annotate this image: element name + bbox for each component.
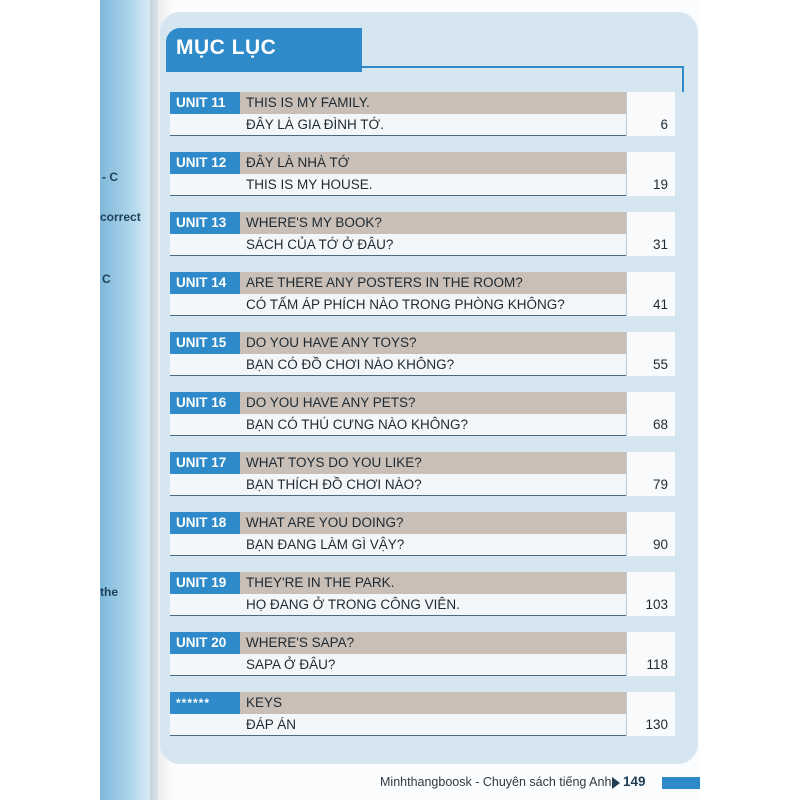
list-item — [170, 272, 676, 316]
row-divider — [170, 135, 626, 136]
row-band — [170, 114, 240, 136]
unit-title-line-1: WHERE'S SAPA? — [246, 635, 355, 650]
row-band — [170, 654, 240, 676]
row-band — [240, 692, 626, 714]
row-band — [170, 174, 240, 196]
list-item — [170, 692, 676, 736]
unit-title-line-2: SAPA Ở ĐÂU? — [246, 657, 336, 672]
row-divider — [170, 255, 626, 256]
footer-accent-bar — [662, 777, 700, 789]
unit-title-line-1: THIS IS MY FAMILY. — [246, 95, 370, 110]
unit-title-line-2: BẠN THÍCH ĐỒ CHƠI NÀO? — [246, 477, 422, 492]
unit-label: UNIT 12 — [170, 152, 240, 174]
row-band — [170, 474, 240, 496]
unit-title-line-2: BẠN ĐANG LÀM GÌ VẬY? — [246, 537, 405, 552]
row-divider — [170, 615, 626, 616]
left-page-fragment: the — [100, 585, 118, 599]
unit-title-line-1: WHAT ARE YOU DOING? — [246, 515, 404, 530]
row-divider — [170, 195, 626, 196]
unit-label: UNIT 19 — [170, 572, 240, 594]
unit-label: ****** — [170, 692, 240, 714]
row-band — [170, 414, 240, 436]
left-page-fragment: correct — [100, 210, 141, 224]
row-band — [170, 234, 240, 256]
play-arrow-icon — [612, 777, 620, 789]
unit-title-line-2: BẠN CÓ THÚ CƯNG NÀO KHÔNG? — [246, 417, 469, 432]
left-page-fragment: C — [102, 272, 111, 286]
list-item — [170, 632, 676, 676]
list-item — [170, 452, 676, 496]
list-item — [170, 512, 676, 556]
row-band — [240, 714, 626, 736]
row-divider — [170, 675, 626, 676]
unit-page-number: 68 — [652, 417, 668, 432]
unit-title-line-1: DO YOU HAVE ANY TOYS? — [246, 335, 417, 350]
unit-page-number: 31 — [652, 237, 668, 252]
title-rule — [362, 66, 684, 68]
row-band — [170, 534, 240, 556]
unit-title-line-2: ĐÁP ÁN — [246, 717, 297, 732]
unit-label: UNIT 16 — [170, 392, 240, 414]
unit-label: UNIT 13 — [170, 212, 240, 234]
title-rule-vertical — [682, 66, 684, 92]
unit-title-line-1: WHAT TOYS DO YOU LIKE? — [246, 455, 422, 470]
row-divider — [170, 735, 626, 736]
unit-title-line-2: CÓ TẤM ÁP PHÍCH NÀO TRONG PHÒNG KHÔNG? — [246, 297, 565, 312]
unit-title-line-2: BẠN CÓ ĐỒ CHƠI NÀO KHÔNG? — [246, 357, 455, 372]
unit-label: UNIT 20 — [170, 632, 240, 654]
row-band — [170, 354, 240, 376]
unit-page-number: 90 — [652, 537, 668, 552]
list-item — [170, 572, 676, 616]
list-item — [170, 152, 676, 196]
unit-title-line-2: THIS IS MY HOUSE. — [246, 177, 373, 192]
unit-title-line-2: SÁCH CỦA TỚ Ở ĐÂU? — [246, 237, 394, 252]
list-item — [170, 332, 676, 376]
unit-label: UNIT 11 — [170, 92, 240, 114]
footer-page-number: 149 — [623, 774, 646, 789]
unit-label: UNIT 17 — [170, 452, 240, 474]
row-divider — [170, 555, 626, 556]
list-item — [170, 212, 676, 256]
unit-title-line-1: DO YOU HAVE ANY PETS? — [246, 395, 416, 410]
list-item — [170, 92, 676, 136]
unit-page-number: 79 — [652, 477, 668, 492]
row-divider — [170, 375, 626, 376]
unit-title-line-1: ĐÂY LÀ NHÀ TỚ — [246, 155, 350, 170]
unit-label: UNIT 15 — [170, 332, 240, 354]
row-band — [170, 594, 240, 616]
unit-page-number: 41 — [652, 297, 668, 312]
unit-title-line-1: ARE THERE ANY POSTERS IN THE ROOM? — [246, 275, 523, 290]
unit-label: UNIT 18 — [170, 512, 240, 534]
unit-title-line-2: ĐÂY LÀ GIA ĐÌNH TỚ. — [246, 117, 384, 132]
unit-label: UNIT 14 — [170, 272, 240, 294]
unit-title-line-1: THEY'RE IN THE PARK. — [246, 575, 395, 590]
row-divider — [170, 495, 626, 496]
row-band — [170, 294, 240, 316]
row-divider — [170, 315, 626, 316]
unit-page-number: 103 — [645, 597, 668, 612]
unit-page-number: 19 — [652, 177, 668, 192]
list-item — [170, 392, 676, 436]
unit-page-number: 118 — [646, 657, 668, 672]
unit-title-line-2: HỌ ĐANG Ở TRONG CÔNG VIÊN. — [246, 597, 460, 612]
page-title: MỤC LỤC — [176, 36, 277, 59]
row-band — [170, 714, 240, 736]
unit-page-number: 55 — [652, 357, 668, 372]
left-page-fragment: - C — [102, 170, 118, 184]
unit-title-line-1: WHERE'S MY BOOK? — [246, 215, 382, 230]
footer-publisher: Minhthangboosk - Chuyên sách tiếng Anh — [380, 775, 612, 789]
row-divider — [170, 435, 626, 436]
unit-page-number: 130 — [645, 717, 668, 732]
unit-page-number: 6 — [660, 117, 668, 132]
unit-title-line-1: KEYS — [246, 695, 283, 710]
